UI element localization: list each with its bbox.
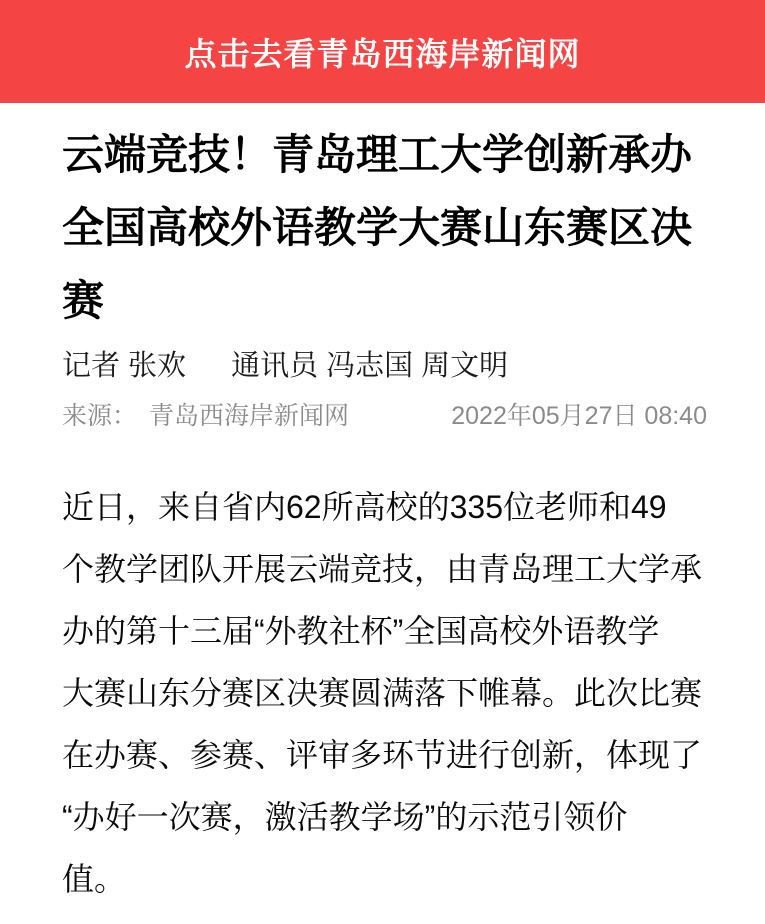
news-site-banner-link[interactable]: [0, 0, 765, 103]
banner-link-label: 点击去看青岛西海岸新闻网: [184, 35, 581, 72]
body-line: 在办赛、参赛、评审多环节进行创新，体现了: [62, 737, 703, 773]
article: [0, 118, 765, 910]
source-label: 来源：: [62, 402, 138, 430]
body-line: 值。: [62, 861, 127, 897]
body-line: “办好一次赛，激活教学场”的示范引领价: [62, 799, 628, 835]
article-body: [62, 476, 707, 910]
byline: [62, 346, 707, 386]
byline-reporter: 记者 张欢: [62, 350, 187, 382]
body-line: 个教学团队开展云端竞技，由青岛理工大学承: [62, 551, 703, 587]
source-name: 青岛西海岸新闻网: [149, 402, 350, 430]
article-title: 云端竞技！青岛理工大学创新承办全国高校外语教学大赛山东赛区决赛: [62, 131, 693, 324]
publish-datetime: 2022年05月27日 08:40: [451, 402, 707, 430]
source-row: [62, 398, 707, 434]
body-line: 近日，来自省内62所高校的335位老师和49: [62, 489, 667, 525]
body-line: 办的第十三届“外教社杯”全国高校外语教学: [62, 613, 660, 649]
body-line: 大赛山东分赛区决赛圆满落下帷幕。此次比赛: [62, 675, 703, 711]
byline-correspondent: 通讯员 冯志国 周文明: [231, 350, 509, 382]
